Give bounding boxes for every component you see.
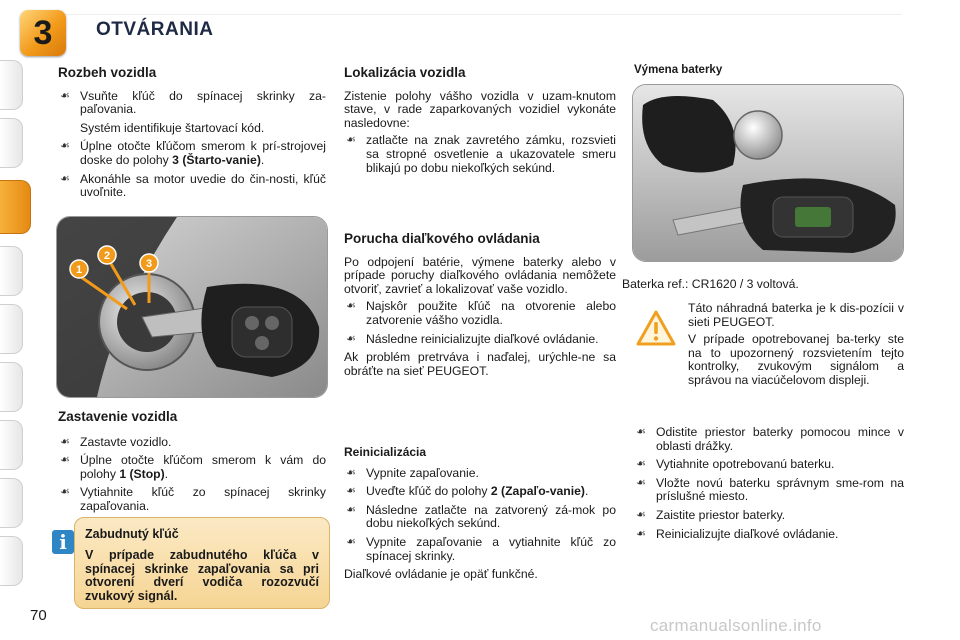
position-label: 3: [145, 258, 153, 270]
paragraph: V prípade opotrebovanej ba-terky ste na to upozornený rozsvietením tejto kontrolky, zvukovým signálom a správou na viacúčelovom displeji.: [688, 332, 904, 387]
ignition-key-illustration: [57, 217, 327, 397]
item-after: .: [164, 466, 169, 481]
arrow-right-icon: ☙: [346, 332, 356, 345]
list-item: [344, 467, 616, 481]
watermark: carmanualsonline.info: [650, 616, 822, 635]
warning-text: [688, 302, 904, 392]
item-text: Najskôr použite kľúč na otvorenie alebo zatvorenie vášho vozidla.: [366, 299, 616, 327]
section-locate: [344, 66, 616, 180]
list-item: [344, 504, 616, 531]
list-item: [634, 509, 904, 523]
section-heading: Výmena baterky: [634, 64, 723, 76]
section-reinit: [344, 446, 616, 586]
list-item: [58, 486, 326, 513]
battery-steps: [634, 426, 904, 546]
item-text: Reinicializujte diaľkové ovládanie.: [656, 526, 839, 541]
list-item: [344, 300, 616, 327]
list-item: [344, 333, 616, 347]
paragraph: Ak problém pretrváva i naďalej, urýchle-ne sa obráťte na sieť PEUGEOT.: [344, 350, 616, 378]
ignition-key-photo: [56, 216, 328, 398]
chapter-tab[interactable]: [0, 246, 23, 296]
item-text: Vsuňte kľúč do spínacej skrinky za-paľovania.: [80, 88, 326, 117]
chapter-tab-strip: [0, 0, 36, 640]
list-item: [634, 426, 904, 453]
arrow-right-icon: ☙: [636, 527, 646, 540]
list-item: [58, 454, 326, 481]
list-item: [58, 140, 326, 167]
arrow-right-icon: ☙: [60, 89, 70, 102]
subsection-heading: Reinicializácia: [344, 445, 427, 459]
arrow-right-icon: ☙: [60, 172, 70, 185]
item-text: Vypnite zapaľovanie.: [366, 465, 479, 480]
item-after: .: [260, 152, 265, 167]
chapter-number-badge: [20, 10, 66, 56]
section-heading: Zastavenie vozidla: [58, 409, 178, 424]
battery-ref: Baterka ref.: CR1620 / 3 voltová.: [622, 277, 799, 291]
item-bold: 1 (Stop): [119, 466, 165, 481]
section-start: [58, 66, 326, 205]
chapter-tab[interactable]: [0, 118, 23, 168]
list-subtext: Systém identifikuje štartovací kód.: [80, 120, 265, 135]
section-stop: [58, 410, 326, 519]
arrow-right-icon: ☙: [346, 485, 356, 498]
chapter-tab[interactable]: [0, 536, 23, 586]
item-text: Uveďte kľúč do polohy: [366, 484, 491, 499]
position-label: 1: [75, 264, 83, 276]
chapter-tab[interactable]: [0, 362, 23, 412]
item-text: Úplne otočte kľúčom smerom k vám do polohy: [80, 453, 326, 481]
info-icon: i: [52, 530, 74, 554]
chapter-tab-active[interactable]: [0, 180, 31, 234]
arrow-right-icon: ☙: [346, 134, 356, 147]
chapter-tab[interactable]: [0, 420, 23, 470]
arrow-right-icon: ☙: [60, 435, 70, 448]
list-item: [634, 477, 904, 504]
paragraph: Táto náhradná baterka je k dis-pozícii v sieti PEUGEOT.: [688, 301, 904, 329]
item-after: .: [584, 484, 589, 499]
list-item: [344, 536, 616, 563]
page-number: 70: [30, 607, 47, 624]
section-fault: [344, 232, 616, 382]
item-text: Následne reinicializujte diaľkové ovládanie.: [366, 331, 599, 346]
item-text: Zaistite priestor baterky.: [656, 507, 786, 522]
item-bold: 2 (Zapaľo-vanie): [490, 484, 585, 499]
item-text: Zastavte vozidlo.: [80, 434, 172, 449]
item-text: Odistite priestor baterky pomocou mince v oblasti drážky.: [656, 425, 904, 453]
battery-photo: [632, 84, 904, 262]
chapter-number: 3: [33, 13, 53, 52]
arrow-right-icon: ☙: [636, 458, 646, 471]
arrow-right-icon: ☙: [346, 300, 356, 313]
item-text: Vytiahnite opotrebovanú baterku.: [656, 457, 835, 472]
list-item: [58, 90, 326, 117]
item-text: Následne zatlačte na zatvorený zá-mok po dobu niekoľkých sekúnd.: [366, 502, 616, 531]
arrow-right-icon: ☙: [60, 140, 70, 153]
item-bold: 3 (Štarto-vanie): [172, 152, 261, 167]
warning-triangle-icon: [636, 310, 676, 346]
warning-block: [622, 300, 904, 410]
list-item: [58, 173, 326, 200]
arrow-right-icon: ☙: [636, 476, 646, 489]
info-box: [74, 517, 330, 609]
arrow-right-icon: ☙: [636, 426, 646, 438]
arrow-right-icon: ☙: [346, 466, 356, 479]
paragraph: Zistenie polohy vášho vozidla v uzam-knutom stave, v rade zaparkovaných vozidiel vykonáte nasledovne:: [344, 88, 616, 130]
item-text: Vytiahnite kľúč zo spínacej skrinky zapaľovania.: [80, 485, 326, 513]
page-title: OTVÁRANIA: [96, 19, 214, 40]
paragraph: Po odpojení batérie, výmene baterky alebo v prípade poruchy diaľkového ovládania nemôžete otvoriť, zavrieť a lokalizovať vaše vozidlo.: [344, 254, 616, 296]
info-text: V prípade zabudnutého kľúča v spínacej skrinke zapaľovania sa pri otvorení dverí vodiča rozozvučí zvukový signál.: [85, 548, 319, 603]
chapter-tab[interactable]: [0, 478, 23, 528]
item-text: Akonáhle sa motor uvedie do čin-nosti, kľúč uvoľnite.: [80, 171, 326, 200]
item-text: Vypnite zapaľovanie a vytiahnite kľúč zo spínacej skrinky.: [366, 534, 616, 563]
item-text: Vložte novú baterku správnym sme-rom na príslušné miesto.: [656, 475, 904, 504]
list-item: [344, 485, 616, 499]
info-title: Zabudnutý kľúč: [85, 527, 179, 541]
chapter-tab[interactable]: [0, 60, 23, 110]
section-heading: Lokalizácia vozidla: [344, 65, 466, 80]
arrow-right-icon: ☙: [60, 454, 70, 467]
item-text: zatlačte na znak zavretého zámku, rozsvieti sa stropné osvetlenie a ukazovatele smeru blikajú po dobu niekoľkých sekúnd.: [366, 133, 616, 175]
arrow-right-icon: ☙: [60, 486, 70, 499]
list-item: [344, 134, 616, 175]
arrow-right-icon: ☙: [346, 503, 356, 516]
list-item: [634, 528, 904, 542]
paragraph: Diaľkové ovládanie je opäť funkčné.: [344, 567, 538, 582]
section-heading: Rozbeh vozidla: [58, 65, 157, 80]
chapter-tab[interactable]: [0, 304, 23, 354]
remote-key-battery-illustration: [633, 85, 903, 261]
position-label: 2: [103, 250, 111, 262]
list-item: [634, 458, 904, 472]
list-item: [58, 436, 326, 450]
item-text: Úplne otočte kľúčom smerom k prí-strojovej doske do polohy: [80, 139, 326, 167]
arrow-right-icon: ☙: [346, 535, 356, 548]
section-heading: Porucha diaľkového ovládania: [344, 231, 540, 246]
arrow-right-icon: ☙: [636, 508, 646, 521]
